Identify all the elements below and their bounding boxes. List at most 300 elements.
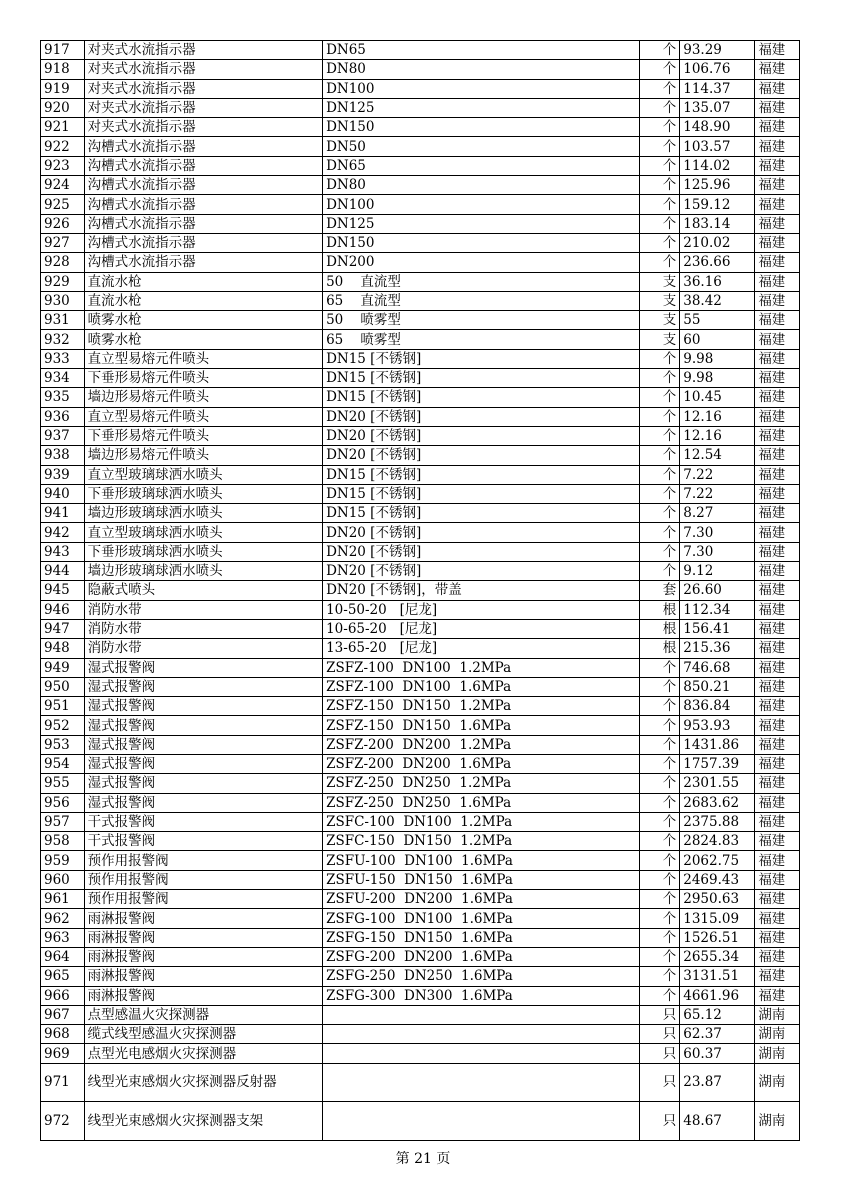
table-row bbox=[41, 1025, 800, 1044]
row-number: 971 bbox=[41, 1063, 85, 1102]
table-row bbox=[41, 619, 800, 638]
item-region: 福建 bbox=[755, 195, 800, 214]
item-spec: DN65 bbox=[323, 41, 640, 60]
row-number: 926 bbox=[41, 214, 85, 233]
item-price: 746.68 bbox=[680, 658, 755, 677]
item-spec: 65 直流型 bbox=[323, 291, 640, 310]
item-region: 福建 bbox=[755, 639, 800, 658]
item-price: 38.42 bbox=[680, 291, 755, 310]
item-spec: DN20 [不锈钢] bbox=[323, 562, 640, 581]
item-spec: ZSFG-100 DN100 1.6MPa bbox=[323, 909, 640, 928]
item-region: 福建 bbox=[755, 504, 800, 523]
row-number: 936 bbox=[41, 407, 85, 426]
item-region: 福建 bbox=[755, 890, 800, 909]
row-number: 959 bbox=[41, 851, 85, 870]
item-price: 210.02 bbox=[680, 233, 755, 252]
row-number: 957 bbox=[41, 812, 85, 831]
table-row bbox=[41, 754, 800, 773]
item-unit: 个 bbox=[639, 176, 680, 195]
table-row bbox=[41, 369, 800, 388]
item-spec: DN100 bbox=[323, 195, 640, 214]
table-row bbox=[41, 735, 800, 754]
item-price: 2301.55 bbox=[680, 774, 755, 793]
item-name: 干式报警阀 bbox=[84, 812, 322, 831]
item-name: 直立型易熔元件喷头 bbox=[84, 349, 322, 368]
item-spec: 50 喷雾型 bbox=[323, 311, 640, 330]
item-price: 114.02 bbox=[680, 156, 755, 175]
item-spec: DN20 [不锈钢]，带盖 bbox=[323, 581, 640, 600]
table-row bbox=[41, 41, 800, 60]
item-region: 福建 bbox=[755, 928, 800, 947]
table-row bbox=[41, 118, 800, 137]
item-region: 福建 bbox=[755, 754, 800, 773]
item-unit: 根 bbox=[639, 619, 680, 638]
item-region: 福建 bbox=[755, 233, 800, 252]
item-price: 7.22 bbox=[680, 465, 755, 484]
table-row bbox=[41, 156, 800, 175]
item-spec: DN80 bbox=[323, 176, 640, 195]
item-price: 2824.83 bbox=[680, 832, 755, 851]
row-number: 932 bbox=[41, 330, 85, 349]
item-unit: 根 bbox=[639, 639, 680, 658]
item-unit: 个 bbox=[639, 118, 680, 137]
item-price: 12.16 bbox=[680, 407, 755, 426]
item-region: 福建 bbox=[755, 369, 800, 388]
row-number: 950 bbox=[41, 677, 85, 696]
table-row bbox=[41, 677, 800, 696]
item-unit: 个 bbox=[639, 79, 680, 98]
item-price: 836.84 bbox=[680, 697, 755, 716]
item-price: 125.96 bbox=[680, 176, 755, 195]
item-spec: DN150 bbox=[323, 118, 640, 137]
table-row bbox=[41, 909, 800, 928]
item-unit: 只 bbox=[639, 1044, 680, 1063]
item-price: 148.90 bbox=[680, 118, 755, 137]
item-spec: DN65 bbox=[323, 156, 640, 175]
item-name: 对夹式水流指示器 bbox=[84, 98, 322, 117]
item-price: 4661.96 bbox=[680, 986, 755, 1005]
item-name: 预作用报警阀 bbox=[84, 890, 322, 909]
item-name: 沟槽式水流指示器 bbox=[84, 233, 322, 252]
item-name: 缆式线型感温火灾探测器 bbox=[84, 1025, 322, 1044]
row-number: 928 bbox=[41, 253, 85, 272]
row-number: 962 bbox=[41, 909, 85, 928]
table-row bbox=[41, 542, 800, 561]
item-name: 湿式报警阀 bbox=[84, 735, 322, 754]
item-region: 福建 bbox=[755, 98, 800, 117]
item-region: 湖南 bbox=[755, 1044, 800, 1063]
item-region: 湖南 bbox=[755, 1063, 800, 1102]
item-unit: 个 bbox=[639, 697, 680, 716]
row-number: 961 bbox=[41, 890, 85, 909]
item-name: 湿式报警阀 bbox=[84, 716, 322, 735]
table-row bbox=[41, 658, 800, 677]
item-name: 沟槽式水流指示器 bbox=[84, 137, 322, 156]
item-spec: 13-65-20 [尼龙] bbox=[323, 639, 640, 658]
table-row bbox=[41, 870, 800, 889]
item-price: 1315.09 bbox=[680, 909, 755, 928]
item-price: 62.37 bbox=[680, 1025, 755, 1044]
item-region: 福建 bbox=[755, 947, 800, 966]
row-number: 968 bbox=[41, 1025, 85, 1044]
item-name: 下垂形玻璃球洒水喷头 bbox=[84, 542, 322, 561]
row-number: 925 bbox=[41, 195, 85, 214]
item-name: 沟槽式水流指示器 bbox=[84, 253, 322, 272]
table-row bbox=[41, 716, 800, 735]
item-unit: 只 bbox=[639, 1102, 680, 1141]
item-name: 点型光电感烟火灾探测器 bbox=[84, 1044, 322, 1063]
item-region: 福建 bbox=[755, 793, 800, 812]
table-row bbox=[41, 98, 800, 117]
item-name: 沟槽式水流指示器 bbox=[84, 195, 322, 214]
table-row bbox=[41, 446, 800, 465]
item-price: 2950.63 bbox=[680, 890, 755, 909]
item-region: 福建 bbox=[755, 60, 800, 79]
table-row bbox=[41, 639, 800, 658]
item-name: 直立型玻璃球洒水喷头 bbox=[84, 465, 322, 484]
item-spec bbox=[323, 1005, 640, 1024]
item-name: 点型感温火灾探测器 bbox=[84, 1005, 322, 1024]
row-number: 941 bbox=[41, 504, 85, 523]
item-name: 下垂形易熔元件喷头 bbox=[84, 369, 322, 388]
item-unit: 个 bbox=[639, 253, 680, 272]
table-row bbox=[41, 581, 800, 600]
item-spec: DN20 [不锈钢] bbox=[323, 523, 640, 542]
row-number: 929 bbox=[41, 272, 85, 291]
table-row bbox=[41, 1044, 800, 1063]
item-unit: 只 bbox=[639, 1063, 680, 1102]
item-price: 2683.62 bbox=[680, 793, 755, 812]
item-spec: DN20 [不锈钢] bbox=[323, 542, 640, 561]
item-price: 7.22 bbox=[680, 484, 755, 503]
item-spec: 10-65-20 [尼龙] bbox=[323, 619, 640, 638]
item-spec: 50 直流型 bbox=[323, 272, 640, 291]
item-unit: 个 bbox=[639, 426, 680, 445]
item-name: 对夹式水流指示器 bbox=[84, 118, 322, 137]
item-unit: 个 bbox=[639, 774, 680, 793]
row-number: 953 bbox=[41, 735, 85, 754]
row-number: 922 bbox=[41, 137, 85, 156]
row-number: 938 bbox=[41, 446, 85, 465]
row-number: 921 bbox=[41, 118, 85, 137]
item-unit: 个 bbox=[639, 388, 680, 407]
row-number: 952 bbox=[41, 716, 85, 735]
table-row bbox=[41, 774, 800, 793]
item-unit: 个 bbox=[639, 890, 680, 909]
item-name: 墙边形玻璃球洒水喷头 bbox=[84, 504, 322, 523]
item-price: 953.93 bbox=[680, 716, 755, 735]
item-price: 23.87 bbox=[680, 1063, 755, 1102]
item-spec: ZSFZ-150 DN150 1.2MPa bbox=[323, 697, 640, 716]
item-name: 对夹式水流指示器 bbox=[84, 60, 322, 79]
row-number: 937 bbox=[41, 426, 85, 445]
row-number: 963 bbox=[41, 928, 85, 947]
row-number: 923 bbox=[41, 156, 85, 175]
item-price: 7.30 bbox=[680, 542, 755, 561]
item-name: 下垂形玻璃球洒水喷头 bbox=[84, 484, 322, 503]
row-number: 954 bbox=[41, 754, 85, 773]
table-row bbox=[41, 195, 800, 214]
item-price: 9.98 bbox=[680, 369, 755, 388]
item-price: 2062.75 bbox=[680, 851, 755, 870]
item-spec bbox=[323, 1044, 640, 1063]
row-number: 946 bbox=[41, 600, 85, 619]
item-spec bbox=[323, 1102, 640, 1141]
item-unit: 个 bbox=[639, 504, 680, 523]
row-number: 967 bbox=[41, 1005, 85, 1024]
row-number: 955 bbox=[41, 774, 85, 793]
item-unit: 个 bbox=[639, 716, 680, 735]
table-row bbox=[41, 812, 800, 831]
item-name: 雨淋报警阀 bbox=[84, 909, 322, 928]
table-row bbox=[41, 523, 800, 542]
item-name: 湿式报警阀 bbox=[84, 697, 322, 716]
item-name: 直流水枪 bbox=[84, 291, 322, 310]
item-unit: 个 bbox=[639, 195, 680, 214]
item-price: 12.54 bbox=[680, 446, 755, 465]
item-spec: ZSFC-100 DN100 1.2MPa bbox=[323, 812, 640, 831]
item-region: 福建 bbox=[755, 619, 800, 638]
item-unit: 支 bbox=[639, 330, 680, 349]
item-spec: ZSFC-150 DN150 1.2MPa bbox=[323, 832, 640, 851]
item-unit: 个 bbox=[639, 658, 680, 677]
item-unit: 个 bbox=[639, 947, 680, 966]
item-name: 直流水枪 bbox=[84, 272, 322, 291]
table-row bbox=[41, 388, 800, 407]
item-name: 沟槽式水流指示器 bbox=[84, 214, 322, 233]
item-region: 福建 bbox=[755, 272, 800, 291]
item-unit: 个 bbox=[639, 137, 680, 156]
item-price: 236.66 bbox=[680, 253, 755, 272]
table-row bbox=[41, 137, 800, 156]
table-row bbox=[41, 1005, 800, 1024]
table-row bbox=[41, 79, 800, 98]
item-name: 消防水带 bbox=[84, 639, 322, 658]
item-price: 114.37 bbox=[680, 79, 755, 98]
table-row bbox=[41, 890, 800, 909]
item-price: 93.29 bbox=[680, 41, 755, 60]
item-name: 预作用报警阀 bbox=[84, 870, 322, 889]
item-price: 1757.39 bbox=[680, 754, 755, 773]
item-region: 福建 bbox=[755, 870, 800, 889]
row-number: 920 bbox=[41, 98, 85, 117]
item-name: 湿式报警阀 bbox=[84, 774, 322, 793]
item-price: 60.37 bbox=[680, 1044, 755, 1063]
table-row bbox=[41, 1063, 800, 1102]
table-row bbox=[41, 214, 800, 233]
item-name: 喷雾水枪 bbox=[84, 311, 322, 330]
item-name: 消防水带 bbox=[84, 619, 322, 638]
item-price: 850.21 bbox=[680, 677, 755, 696]
price-table-body bbox=[41, 41, 800, 1141]
item-unit: 个 bbox=[639, 233, 680, 252]
item-unit: 根 bbox=[639, 600, 680, 619]
item-spec: DN125 bbox=[323, 214, 640, 233]
table-row bbox=[41, 562, 800, 581]
item-region: 福建 bbox=[755, 812, 800, 831]
item-price: 156.41 bbox=[680, 619, 755, 638]
item-spec: ZSFZ-150 DN150 1.6MPa bbox=[323, 716, 640, 735]
page-number: 第 21 页 bbox=[395, 1151, 451, 1167]
item-region: 湖南 bbox=[755, 1102, 800, 1141]
item-unit: 个 bbox=[639, 349, 680, 368]
row-number: 930 bbox=[41, 291, 85, 310]
item-spec: ZSFG-150 DN150 1.6MPa bbox=[323, 928, 640, 947]
item-price: 1431.86 bbox=[680, 735, 755, 754]
row-number: 945 bbox=[41, 581, 85, 600]
item-name: 湿式报警阀 bbox=[84, 754, 322, 773]
item-price: 7.30 bbox=[680, 523, 755, 542]
table-row bbox=[41, 967, 800, 986]
item-unit: 个 bbox=[639, 542, 680, 561]
table-row bbox=[41, 928, 800, 947]
item-name: 消防水带 bbox=[84, 600, 322, 619]
item-name: 湿式报警阀 bbox=[84, 793, 322, 812]
row-number: 949 bbox=[41, 658, 85, 677]
item-spec: DN80 bbox=[323, 60, 640, 79]
row-number: 966 bbox=[41, 986, 85, 1005]
item-unit: 个 bbox=[639, 60, 680, 79]
item-price: 159.12 bbox=[680, 195, 755, 214]
item-region: 福建 bbox=[755, 677, 800, 696]
item-region: 福建 bbox=[755, 407, 800, 426]
row-number: 960 bbox=[41, 870, 85, 889]
table-row bbox=[41, 697, 800, 716]
row-number: 940 bbox=[41, 484, 85, 503]
item-price: 48.67 bbox=[680, 1102, 755, 1141]
item-region: 福建 bbox=[755, 523, 800, 542]
item-spec: DN125 bbox=[323, 98, 640, 117]
item-price: 106.76 bbox=[680, 60, 755, 79]
item-spec bbox=[323, 1063, 640, 1102]
item-unit: 个 bbox=[639, 214, 680, 233]
item-unit: 个 bbox=[639, 407, 680, 426]
item-region: 福建 bbox=[755, 600, 800, 619]
item-price: 112.34 bbox=[680, 600, 755, 619]
item-name: 沟槽式水流指示器 bbox=[84, 176, 322, 195]
item-name: 墙边形易熔元件喷头 bbox=[84, 388, 322, 407]
item-spec: ZSFZ-250 DN250 1.2MPa bbox=[323, 774, 640, 793]
item-price: 1526.51 bbox=[680, 928, 755, 947]
item-unit: 个 bbox=[639, 156, 680, 175]
row-number: 964 bbox=[41, 947, 85, 966]
item-unit: 个 bbox=[639, 735, 680, 754]
item-region: 福建 bbox=[755, 774, 800, 793]
item-region: 福建 bbox=[755, 851, 800, 870]
item-name: 线型光束感烟火灾探测器反射器 bbox=[84, 1063, 322, 1102]
item-unit: 个 bbox=[639, 812, 680, 831]
table-row bbox=[41, 793, 800, 812]
item-region: 福建 bbox=[755, 716, 800, 735]
row-number: 944 bbox=[41, 562, 85, 581]
item-region: 福建 bbox=[755, 79, 800, 98]
item-name: 隐蔽式喷头 bbox=[84, 581, 322, 600]
item-name: 墙边形易熔元件喷头 bbox=[84, 446, 322, 465]
item-price: 12.16 bbox=[680, 426, 755, 445]
item-spec: DN15 [不锈钢] bbox=[323, 484, 640, 503]
row-number: 972 bbox=[41, 1102, 85, 1141]
item-region: 福建 bbox=[755, 658, 800, 677]
item-name: 对夹式水流指示器 bbox=[84, 79, 322, 98]
row-number: 948 bbox=[41, 639, 85, 658]
table-row bbox=[41, 600, 800, 619]
row-number: 958 bbox=[41, 832, 85, 851]
item-unit: 个 bbox=[639, 446, 680, 465]
item-name: 线型光束感烟火灾探测器支架 bbox=[84, 1102, 322, 1141]
table-row bbox=[41, 986, 800, 1005]
item-name: 雨淋报警阀 bbox=[84, 947, 322, 966]
row-number: 942 bbox=[41, 523, 85, 542]
item-region: 福建 bbox=[755, 291, 800, 310]
table-row bbox=[41, 176, 800, 195]
item-name: 沟槽式水流指示器 bbox=[84, 156, 322, 175]
item-name: 湿式报警阀 bbox=[84, 677, 322, 696]
item-region: 福建 bbox=[755, 388, 800, 407]
item-region: 福建 bbox=[755, 41, 800, 60]
item-name: 干式报警阀 bbox=[84, 832, 322, 851]
table-row bbox=[41, 253, 800, 272]
item-price: 183.14 bbox=[680, 214, 755, 233]
item-price: 26.60 bbox=[680, 581, 755, 600]
item-spec: DN20 [不锈钢] bbox=[323, 426, 640, 445]
item-region: 福建 bbox=[755, 542, 800, 561]
item-price: 10.45 bbox=[680, 388, 755, 407]
item-spec: DN15 [不锈钢] bbox=[323, 369, 640, 388]
table-row bbox=[41, 504, 800, 523]
item-price: 60 bbox=[680, 330, 755, 349]
row-number: 931 bbox=[41, 311, 85, 330]
item-price: 8.27 bbox=[680, 504, 755, 523]
table-row bbox=[41, 311, 800, 330]
item-price: 9.98 bbox=[680, 349, 755, 368]
item-region: 福建 bbox=[755, 118, 800, 137]
item-region: 福建 bbox=[755, 446, 800, 465]
row-number: 919 bbox=[41, 79, 85, 98]
table-row bbox=[41, 465, 800, 484]
item-unit: 个 bbox=[639, 523, 680, 542]
row-number: 918 bbox=[41, 60, 85, 79]
item-unit: 个 bbox=[639, 562, 680, 581]
item-spec: DN150 bbox=[323, 233, 640, 252]
item-region: 福建 bbox=[755, 735, 800, 754]
table-row bbox=[41, 349, 800, 368]
item-spec: ZSFZ-100 DN100 1.6MPa bbox=[323, 677, 640, 696]
item-spec: DN15 [不锈钢] bbox=[323, 465, 640, 484]
item-region: 福建 bbox=[755, 465, 800, 484]
item-region: 福建 bbox=[755, 176, 800, 195]
item-unit: 个 bbox=[639, 851, 680, 870]
item-unit: 支 bbox=[639, 311, 680, 330]
item-unit: 个 bbox=[639, 832, 680, 851]
item-name: 雨淋报警阀 bbox=[84, 967, 322, 986]
item-name: 湿式报警阀 bbox=[84, 658, 322, 677]
item-spec bbox=[323, 1025, 640, 1044]
table-row bbox=[41, 484, 800, 503]
item-unit: 个 bbox=[639, 98, 680, 117]
item-unit: 个 bbox=[639, 465, 680, 484]
item-unit: 个 bbox=[639, 793, 680, 812]
item-unit: 个 bbox=[639, 677, 680, 696]
row-number: 947 bbox=[41, 619, 85, 638]
item-unit: 个 bbox=[639, 41, 680, 60]
table-row bbox=[41, 947, 800, 966]
item-name: 直立型玻璃球洒水喷头 bbox=[84, 523, 322, 542]
item-region: 福建 bbox=[755, 214, 800, 233]
row-number: 969 bbox=[41, 1044, 85, 1063]
item-unit: 个 bbox=[639, 870, 680, 889]
item-region: 福建 bbox=[755, 986, 800, 1005]
item-price: 55 bbox=[680, 311, 755, 330]
